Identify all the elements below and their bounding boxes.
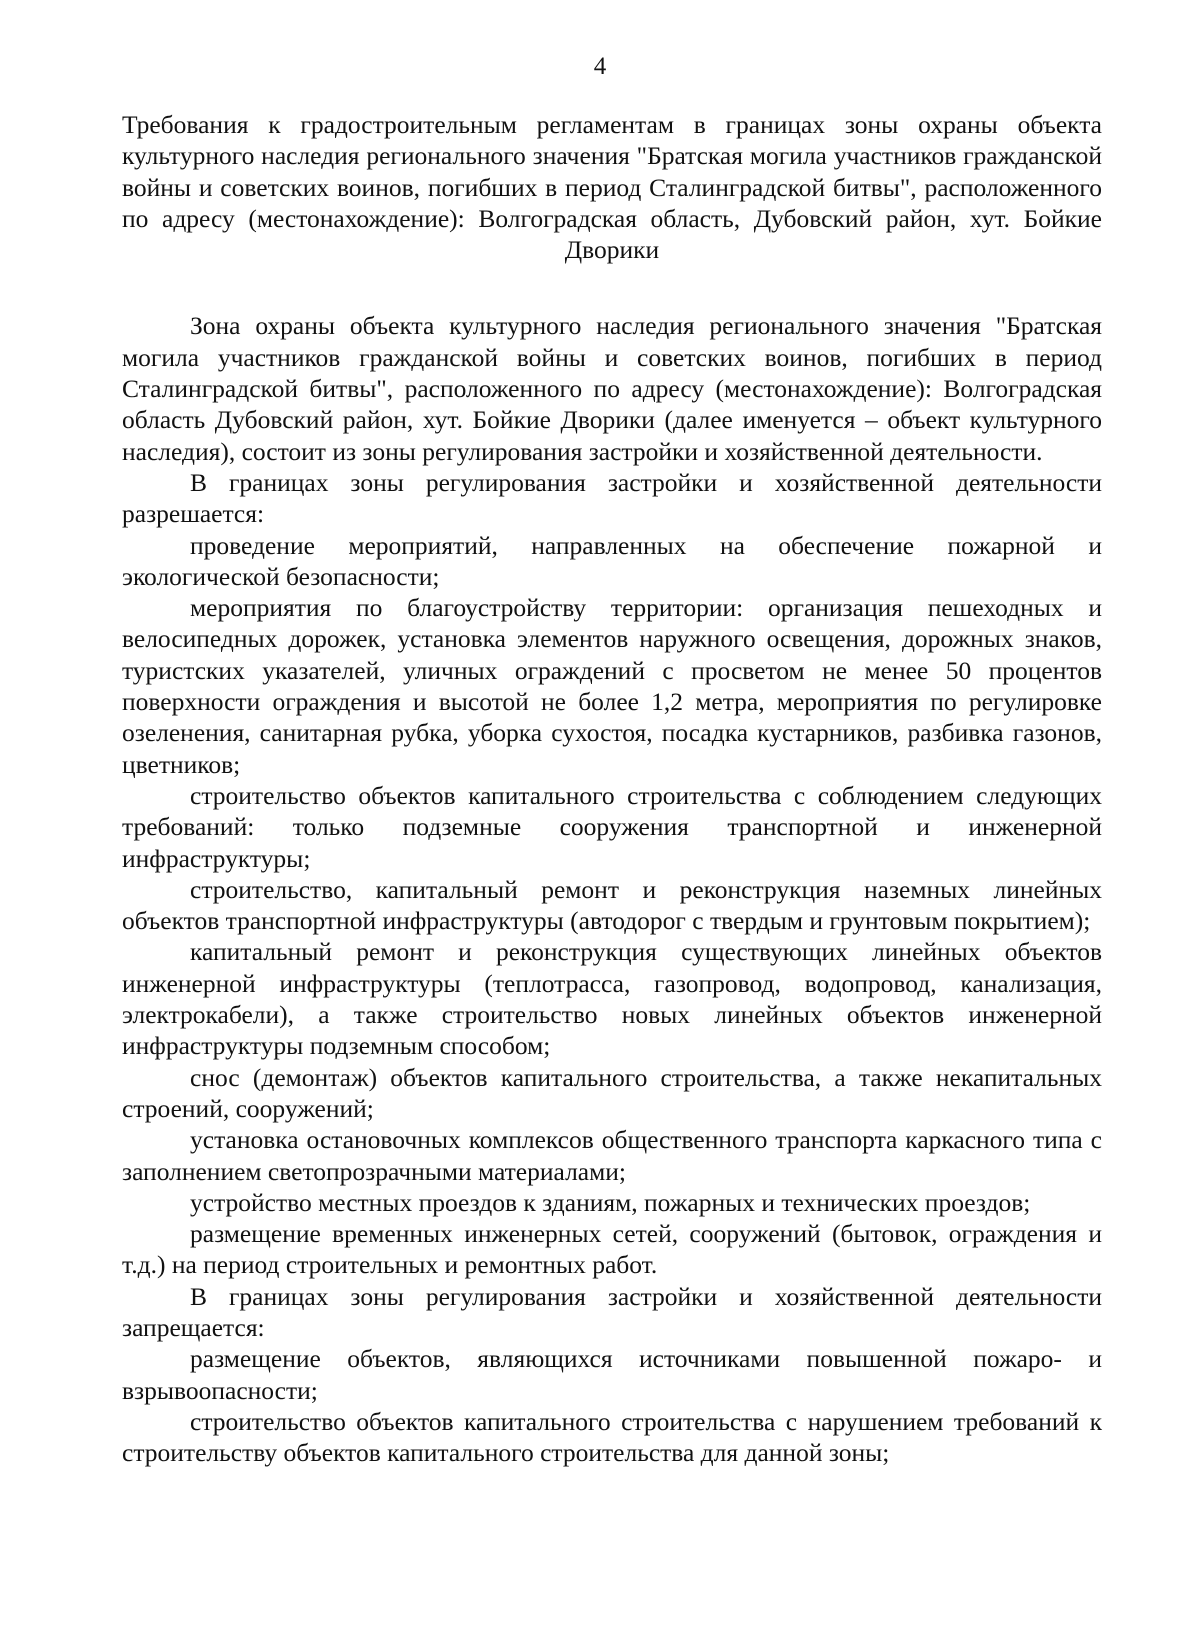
paragraph-zone-description: Зона охраны объекта культурного наследия регионального значения "Братская могила участников гражданской войны и советских воинов, погибших в период Сталинградской битвы", расположенного по адресу (местонахождение): Волгоградская область Дубовский район, хут. Бойкие Дворики (далее именуется – объект культурного наследия), состоит из зоны регулирования застройки и хозяйственной деятельности. xyxy=(122,311,1102,466)
document-body xyxy=(122,310,1102,1468)
paragraph-allowed-underground-construction: строительство объектов капитального строительства с соблюдением следующих требований: только подземные сооружения транспортной и инженерной инфраструктуры; xyxy=(122,780,1102,873)
paragraph-allowed-engineering-networks: капитальный ремонт и реконструкция существующих линейных объектов инженерной инфраструктуры (теплотрасса, газопровод, водопровод, канализация, электрокабели), а также строительство новых линейных объектов инженерной инфраструктуры подземным способом; xyxy=(122,937,1102,1061)
paragraph-allowed-safety: проведение мероприятий, направленных на обеспечение пожарной и экологической безопасности; xyxy=(122,530,1102,591)
document-heading: Требования к градостроительным регламентам в границах зоны охраны объекта культурного наследия регионального значения "Братская могила участников гражданской войны и советских воинов, погибших в период Сталинградской битвы", расположенного по адресу (местонахождение): Волгоградская область, Дубовский район, хут. Бойкие Дворики xyxy=(122,110,1102,265)
paragraph-prohibited-hazardous-objects: размещение объектов, являющихся источниками повышенной пожаро- и взрывоопасности; xyxy=(122,1344,1102,1405)
paragraph-allowed-temporary-structures: размещение временных инженерных сетей, сооружений (бытовок, ограждения и т.д.) на период строительных и ремонтных работ. xyxy=(122,1219,1102,1280)
document-content xyxy=(122,109,1102,1468)
paragraph-prohibited-construction-violations: строительство объектов капитального строительства с нарушением требований к строительству объектов капитального строительства для данной зоны; xyxy=(122,1406,1102,1468)
paragraph-allowed-transit-stops: установка остановочных комплексов общественного транспорта каркасного типа с заполнением светопрозрачными материалами; xyxy=(122,1125,1102,1186)
page-number: 4 xyxy=(593,53,607,80)
paragraph-allowed-landscaping: мероприятия по благоустройству территории: организация пешеходных и велосипедных дорожек, установка элементов наружного освещения, дорожных знаков, туристских указателей, уличных ограждений с просветом не менее 50 процентов поверхности ограждения и высотой не более 1,2 метра, мероприятия по регулировке озеленения, санитарная рубка, уборка сухостоя, посадка кустарников, разбивка газонов, цветников; xyxy=(122,593,1102,779)
paragraph-allowed-demolition: снос (демонтаж) объектов капитального строительства, а также некапитальных строений, сооружений; xyxy=(122,1062,1102,1123)
paragraph-allowed-intro: В границах зоны регулирования застройки и хозяйственной деятельности разрешается: xyxy=(122,467,1102,529)
paragraph-allowed-driveways: устройство местных проездов к зданиям, пожарных и технических проездов; xyxy=(190,1187,1031,1217)
paragraph-prohibited-intro: В границах зоны регулирования застройки и хозяйственной деятельности запрещается: xyxy=(122,1281,1102,1342)
paragraph-allowed-road-works: строительство, капитальный ремонт и реконструкция наземных линейных объектов транспортной инфраструктуры (автодорог с твердым и грунтовым покрытием); xyxy=(122,874,1102,936)
